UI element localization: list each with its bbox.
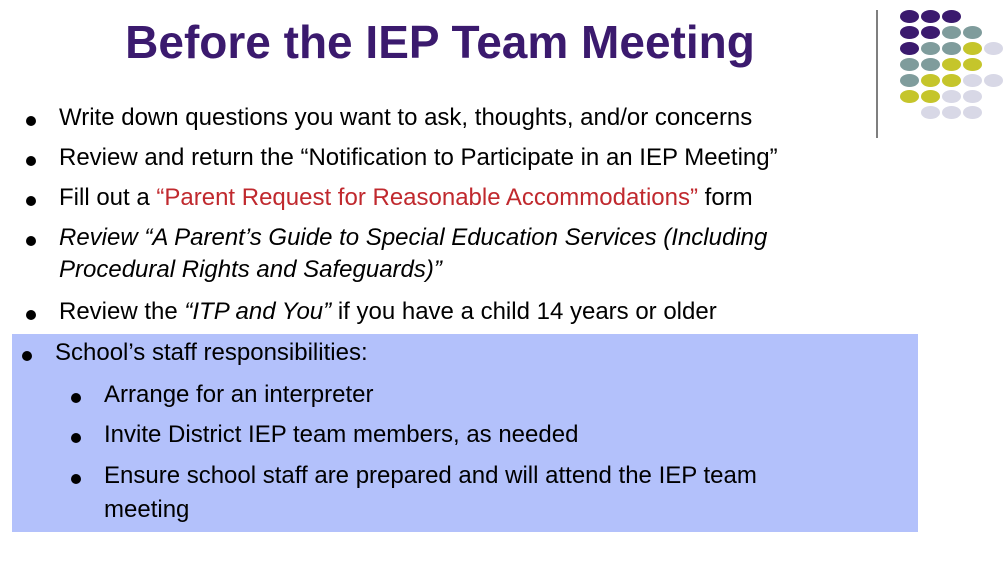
sub-list-item: Ensure school staff are prepared and will attend the IEP team — [104, 462, 757, 489]
item-text: Review the — [59, 298, 185, 325]
dot — [942, 58, 961, 71]
list-item — [59, 223, 767, 253]
list-item: Review and return the “Notification to Participate in an IEP Meeting” — [59, 144, 778, 171]
sub-list-item: Invite District IEP team members, as needed — [104, 421, 579, 448]
item-text: Review “A Parent’s Guide to Special Education Services (Including — [59, 224, 768, 251]
dot — [921, 26, 940, 39]
form-name-highlight: “Parent Request for Reasonable Accommodations” — [156, 184, 698, 211]
slide-title: Before the IEP Team Meeting — [125, 16, 755, 68]
bullet — [22, 351, 32, 361]
item-text: form — [698, 184, 753, 211]
dot — [900, 58, 919, 71]
bullet — [26, 310, 36, 320]
dot — [963, 90, 982, 103]
dot — [963, 58, 982, 71]
dot — [921, 10, 940, 23]
dot — [942, 90, 961, 103]
sub-list-item-continuation: meeting — [104, 496, 190, 523]
dot — [963, 42, 982, 55]
dot — [900, 42, 919, 55]
dot — [963, 26, 982, 39]
dot — [984, 42, 1003, 55]
item-text: Fill out a — [59, 184, 157, 211]
bullet — [26, 236, 36, 246]
dot — [900, 74, 919, 87]
list-item — [59, 297, 717, 327]
list-item — [59, 183, 753, 213]
sub-bullet — [71, 474, 81, 484]
dot — [921, 74, 940, 87]
dot — [942, 10, 961, 23]
list-item-continuation: Procedural Rights and Safeguards)” — [59, 256, 442, 283]
sub-list-item: Arrange for an interpreter — [104, 381, 374, 408]
divider-line — [876, 10, 878, 138]
dot — [900, 10, 919, 23]
dot — [921, 42, 940, 55]
item-text: if you have a child 14 years or older — [331, 298, 717, 325]
dot — [942, 42, 961, 55]
item-italic: “ITP and You” — [184, 298, 332, 325]
dot — [942, 74, 961, 87]
dot — [963, 74, 982, 87]
sub-bullet — [71, 393, 81, 403]
section-heading: School’s staff responsibilities: — [55, 339, 368, 366]
dot — [963, 106, 982, 119]
bullet — [26, 156, 36, 166]
decorative-dot-grid — [896, 10, 1006, 122]
dot — [900, 90, 919, 103]
dot — [984, 74, 1003, 87]
dot — [942, 106, 961, 119]
bullet — [26, 116, 36, 126]
sub-bullet — [71, 433, 81, 443]
dot — [942, 26, 961, 39]
dot — [921, 58, 940, 71]
dot — [900, 26, 919, 39]
list-item: Write down questions you want to ask, thoughts, and/or concerns — [59, 104, 753, 131]
dot — [921, 106, 940, 119]
dot — [921, 90, 940, 103]
bullet — [26, 196, 36, 206]
